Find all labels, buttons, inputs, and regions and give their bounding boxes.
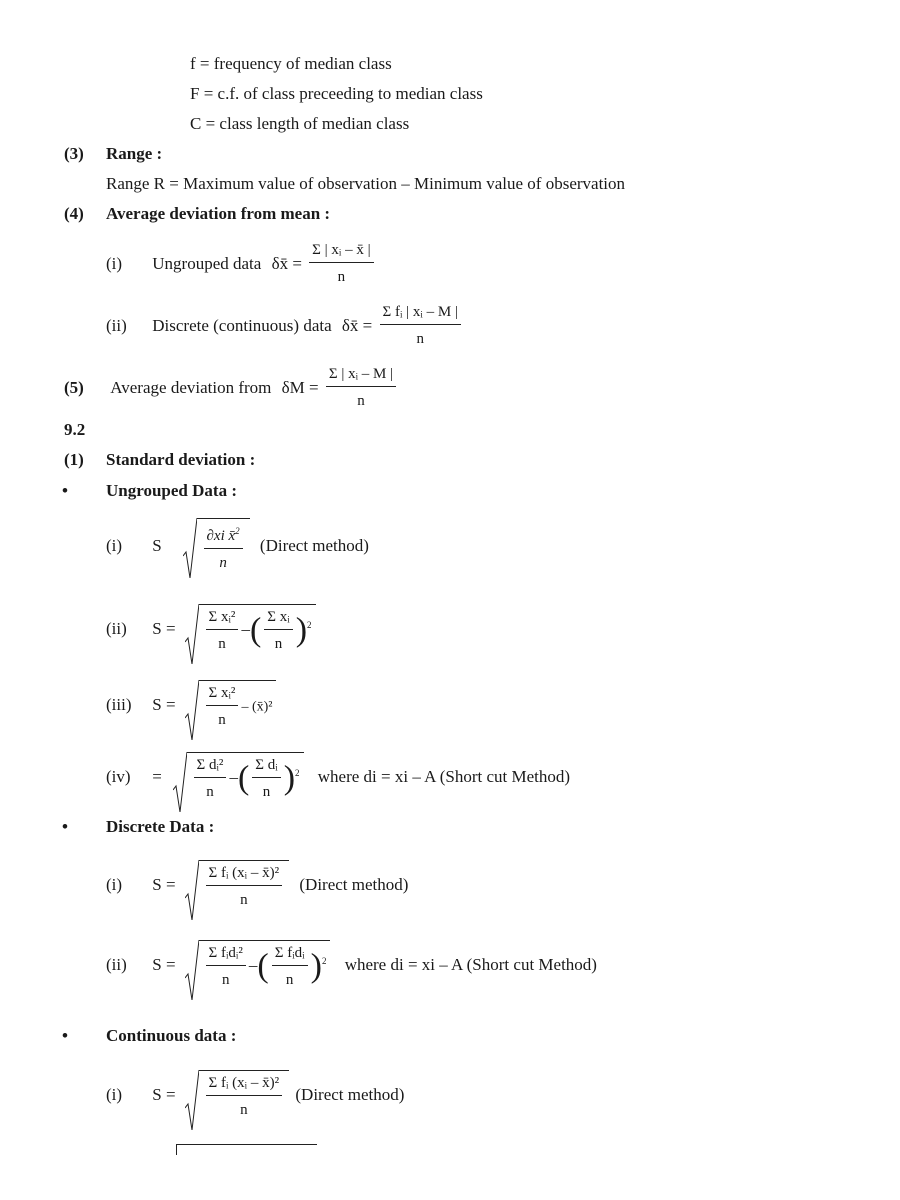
denominator: n xyxy=(274,636,283,652)
numerator: ∂xi x̄$^2$ xyxy=(204,521,243,549)
radical-icon xyxy=(185,604,199,664)
avg-dev-median-number: (5) xyxy=(64,377,84,397)
item-label: (i) xyxy=(106,1085,123,1104)
item-lhs: = xyxy=(152,767,162,786)
std-dev-number: (1) xyxy=(64,450,84,469)
avg-dev-median-lhs: δM = xyxy=(281,377,319,397)
avg-dev-median-text: Average deviation from xyxy=(110,377,272,397)
avg-dev-mean-heading: Average deviation from mean : xyxy=(106,204,331,223)
sqrt: $\frac{\text{Σ xᵢ²}}{n}$ –( $\frac{\text{Σ xᵢ}}{n}$ )$^2$ xyxy=(185,604,316,654)
ungrouped-ii xyxy=(106,604,316,654)
numerator: Σ fᵢ (xᵢ – x̄)² xyxy=(206,863,283,886)
avg-dev-mean-ungrouped xyxy=(106,240,377,287)
denominator: n xyxy=(219,555,227,571)
item-label: (ii) xyxy=(106,955,127,974)
denominator: n xyxy=(285,972,294,988)
item-note: where di = xi – A (Short cut Method) xyxy=(317,767,571,786)
numerator: Σ xᵢ xyxy=(264,607,292,630)
numerator: Σ | xᵢ – x̄ | xyxy=(309,240,373,263)
bullet: • xyxy=(62,1026,68,1045)
item-label: (i) xyxy=(106,875,123,894)
radical-icon xyxy=(183,518,197,578)
continuous-heading: Continuous data : xyxy=(106,1026,237,1045)
radical-icon xyxy=(185,860,199,920)
item-label: (i) xyxy=(106,253,123,273)
bullet: • xyxy=(62,481,68,500)
ungrouped-iv xyxy=(106,752,570,802)
section-number: 9.2 xyxy=(64,420,86,439)
ungrouped-iii xyxy=(106,680,276,730)
numerator: Σ dᵢ² xyxy=(194,755,227,778)
continuous-i xyxy=(106,1070,404,1120)
ungrouped-heading: Ungrouped Data : xyxy=(106,481,237,500)
sqrt xyxy=(185,1070,290,1120)
avg-dev-mean-number: (4) xyxy=(64,204,84,223)
sqrt: $\frac{\text{Σ fᵢdᵢ²}}{n}$ –( $\frac{\text{Σ fᵢdᵢ}}{n}$ )$^2$ xyxy=(185,940,331,990)
item-lhs: S xyxy=(152,535,162,555)
range-heading: Range : xyxy=(106,144,163,163)
denominator: n xyxy=(218,636,226,652)
numerator: Σ | xᵢ – M | xyxy=(326,364,396,387)
item-label: (i) xyxy=(106,535,123,555)
ungrouped-i xyxy=(106,518,369,573)
item-lhs: S = xyxy=(152,1085,176,1104)
item-label: (ii) xyxy=(106,619,127,638)
radical-icon xyxy=(185,1070,199,1130)
item-lhs: S = xyxy=(152,695,176,714)
sqrt xyxy=(183,518,250,573)
avg-dev-mean-discrete xyxy=(106,302,464,349)
sqrt: $\frac{\text{Σ dᵢ²}}{n}$ –( $\frac{\text{Σ dᵢ}}{n}$ )$^2$ xyxy=(173,752,304,802)
median-def-frequency: f = frequency of median class xyxy=(190,54,392,73)
item-lhs: δx̄ = xyxy=(271,253,302,273)
bullet: • xyxy=(62,817,68,836)
item-lhs: S = xyxy=(152,955,176,974)
denominator: n xyxy=(262,784,271,800)
denominator: n xyxy=(206,784,214,800)
radical-icon xyxy=(185,940,199,1000)
cutoff-radical xyxy=(176,1144,317,1155)
fraction xyxy=(309,240,373,287)
sqrt xyxy=(185,680,277,730)
radical-icon xyxy=(185,680,199,740)
denominator: n xyxy=(416,331,424,347)
discrete-ii xyxy=(106,940,597,990)
denominator: n xyxy=(337,269,346,285)
denominator: n xyxy=(218,712,226,728)
numerator: Σ fᵢdᵢ xyxy=(272,943,308,966)
median-def-class-length: C = class length of median class xyxy=(190,114,410,133)
std-dev-heading: Standard deviation : xyxy=(106,450,256,469)
item-lhs: S = xyxy=(152,619,176,638)
discrete-i xyxy=(106,860,408,910)
numerator: Σ fᵢ (xᵢ – x̄)² xyxy=(206,1073,283,1096)
avg-dev-median xyxy=(64,364,399,411)
item-note: (Direct method) xyxy=(259,535,369,555)
item-label: (ii) xyxy=(106,315,127,335)
denominator: n xyxy=(240,892,248,908)
median-def-cf: F = c.f. of class preceeding to median class xyxy=(190,84,483,103)
range-number: (3) xyxy=(64,144,84,163)
range-formula: Range R = Maximum value of observation – Minimum value of observation xyxy=(106,174,626,193)
item-note: (Direct method) xyxy=(295,1085,405,1104)
numerator: Σ dᵢ xyxy=(252,755,280,778)
item-text: Discrete (continuous) data xyxy=(152,315,332,335)
denominator: n xyxy=(221,972,230,988)
discrete-heading: Discrete Data : xyxy=(106,817,215,836)
item-label: (iii) xyxy=(106,695,132,714)
item-label: (iv) xyxy=(106,767,131,786)
fraction xyxy=(326,364,396,411)
numerator: Σ fᵢ | xᵢ – M | xyxy=(380,302,461,325)
item-lhs: S = xyxy=(152,875,176,894)
item-lhs: δx̄ = xyxy=(341,315,373,335)
item-note: (Direct method) xyxy=(299,875,409,894)
denominator: n xyxy=(240,1102,248,1118)
numerator: Σ xᵢ² xyxy=(206,683,239,706)
numerator-text: ∂xi x̄ xyxy=(206,528,236,544)
numerator: Σ fᵢdᵢ² xyxy=(206,943,246,966)
item-text: Ungrouped data xyxy=(152,253,262,273)
denominator: n xyxy=(357,393,365,409)
numerator: Σ xᵢ² xyxy=(206,607,239,630)
fraction xyxy=(380,302,461,349)
sqrt xyxy=(185,860,290,910)
tail: – (x̄)² xyxy=(241,699,273,715)
radical-icon xyxy=(173,752,187,812)
item-note: where di = xi – A (Short cut Method) xyxy=(344,955,597,974)
